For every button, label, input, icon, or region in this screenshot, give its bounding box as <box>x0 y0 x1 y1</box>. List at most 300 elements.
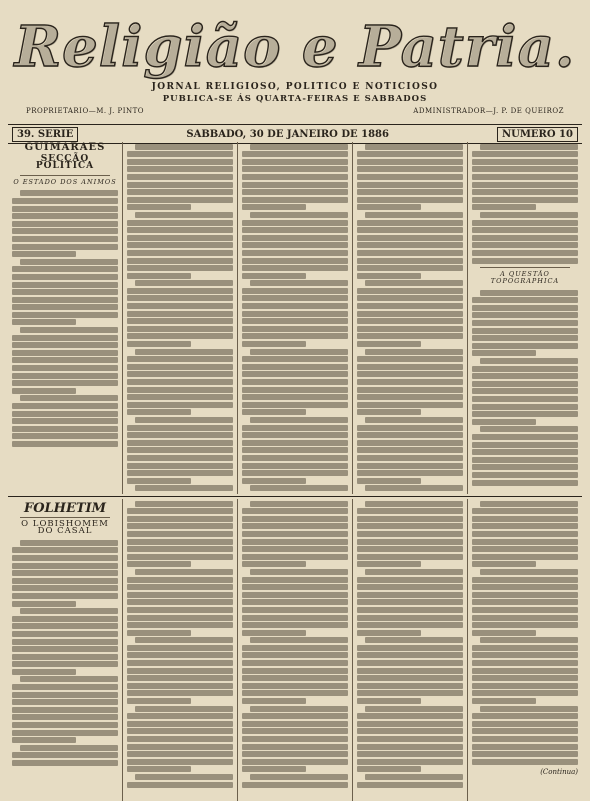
text-line <box>127 675 233 681</box>
text-line <box>472 592 578 598</box>
text-line <box>135 144 233 150</box>
text-line <box>357 341 421 347</box>
text-line <box>472 182 578 188</box>
text-line <box>472 258 578 264</box>
text-line <box>357 728 463 734</box>
text-line <box>12 335 118 341</box>
text-line <box>480 426 578 432</box>
text-line <box>127 463 233 469</box>
text-line <box>127 782 233 788</box>
text-line <box>242 744 348 750</box>
text-line <box>127 721 233 727</box>
text-line <box>250 774 348 780</box>
text-line <box>357 295 463 301</box>
text-line <box>135 485 233 491</box>
text-line <box>242 235 348 241</box>
text-line <box>127 698 191 704</box>
text-line <box>242 660 348 666</box>
text-line <box>127 523 233 529</box>
text-line <box>480 212 578 218</box>
text-line <box>480 637 578 643</box>
text-line <box>357 425 463 431</box>
text-line <box>472 335 578 341</box>
text-line <box>12 221 118 227</box>
text-line <box>242 311 348 317</box>
text-line <box>20 745 118 751</box>
text-line <box>242 258 348 264</box>
text-line <box>357 736 463 742</box>
text-line <box>12 570 118 576</box>
text-line <box>357 759 463 765</box>
text-line <box>12 365 118 371</box>
text-line <box>12 684 118 690</box>
top-columns <box>8 142 582 494</box>
text-line <box>472 615 578 621</box>
text-line <box>12 669 76 675</box>
text-line <box>472 197 578 203</box>
text-line <box>242 577 348 583</box>
text-line <box>242 607 348 613</box>
section-rule <box>20 175 110 176</box>
text-line <box>12 578 118 584</box>
text-line <box>357 546 463 552</box>
text-line <box>357 516 463 522</box>
text-line <box>127 599 233 605</box>
text-line <box>472 220 578 226</box>
text-line <box>127 683 233 689</box>
text-line <box>127 242 233 248</box>
text-line <box>242 615 348 621</box>
text-line <box>357 311 463 317</box>
text-line <box>357 326 463 332</box>
text-line <box>357 660 463 666</box>
text-line <box>12 373 118 379</box>
text-line <box>472 343 578 349</box>
text-line <box>250 569 348 575</box>
text-line <box>127 766 191 772</box>
newspaper-subtitle: JORNAL RELIGIOSO, POLITICO E NOTICIOSO <box>151 82 439 92</box>
text-line <box>127 182 233 188</box>
text-line <box>135 637 233 643</box>
text-line <box>472 668 578 674</box>
text-line <box>472 373 578 379</box>
text-line <box>127 265 233 271</box>
text-line <box>12 274 118 280</box>
text-line <box>127 592 233 598</box>
folhetim-column-3 <box>237 499 352 801</box>
text-line <box>127 333 233 339</box>
continua-note: (Continua) <box>540 767 578 776</box>
text-line <box>472 166 578 172</box>
text-line <box>357 151 463 157</box>
text-line <box>12 282 118 288</box>
text-line <box>242 539 348 545</box>
text-line <box>242 182 348 188</box>
text-line <box>135 569 233 575</box>
text-line <box>242 189 348 195</box>
text-line <box>242 379 348 385</box>
text-line <box>357 235 463 241</box>
text-line <box>472 204 536 210</box>
text-line <box>242 645 348 651</box>
text-line <box>242 166 348 172</box>
text-line <box>242 204 306 210</box>
text-line <box>242 751 348 757</box>
text-line <box>357 356 463 362</box>
text-line <box>12 342 118 348</box>
text-line <box>20 395 118 401</box>
text-line <box>357 584 463 590</box>
text-line <box>127 713 233 719</box>
text-line <box>242 174 348 180</box>
text-line <box>357 402 463 408</box>
text-line <box>357 220 463 226</box>
text-line <box>127 311 233 317</box>
text-line <box>472 297 578 303</box>
text-line <box>357 698 421 704</box>
text-line <box>242 197 348 203</box>
text-line <box>242 531 348 537</box>
text-line <box>250 501 348 507</box>
text-line <box>127 189 233 195</box>
text-line <box>365 485 463 491</box>
text-line <box>357 683 463 689</box>
text-line <box>127 371 233 377</box>
text-line <box>127 387 233 393</box>
section-politica: SECÇÃO POLITICA <box>35 153 95 172</box>
article-heading: O ESTADO DOS ANIMOS <box>13 177 117 186</box>
article-text <box>127 144 233 492</box>
text-line <box>250 706 348 712</box>
text-line <box>357 364 463 370</box>
text-line <box>127 364 233 370</box>
text-line <box>242 227 348 233</box>
text-line <box>242 273 306 279</box>
text-line <box>242 599 348 605</box>
text-line <box>242 668 348 674</box>
text-line <box>472 235 578 241</box>
text-line <box>472 250 578 256</box>
text-line <box>135 501 233 507</box>
text-line <box>365 501 463 507</box>
text-line <box>20 608 118 614</box>
text-line <box>12 244 118 250</box>
text-line <box>242 516 348 522</box>
text-line <box>365 706 463 712</box>
text-line <box>20 190 118 196</box>
text-line <box>127 531 233 537</box>
text-line <box>242 151 348 157</box>
text-line <box>357 463 463 469</box>
text-line <box>357 751 463 757</box>
text-line <box>127 151 233 157</box>
text-line <box>127 197 233 203</box>
text-line <box>242 159 348 165</box>
text-line <box>12 616 118 622</box>
text-line <box>472 607 578 613</box>
text-line <box>472 328 578 334</box>
text-line <box>127 258 233 264</box>
text-line <box>12 206 118 212</box>
text-line <box>127 379 233 385</box>
text-line <box>242 220 348 226</box>
text-line <box>250 637 348 643</box>
text-line <box>472 546 578 552</box>
text-line <box>242 523 348 529</box>
newspaper-title: Religião e Patria. <box>14 14 576 80</box>
text-line <box>127 584 233 590</box>
text-line <box>472 539 578 545</box>
text-line <box>127 440 233 446</box>
text-line <box>242 766 306 772</box>
text-line <box>472 508 578 514</box>
text-line <box>472 721 578 727</box>
text-line <box>472 366 578 372</box>
text-line <box>357 592 463 598</box>
text-line <box>472 577 578 583</box>
text-line <box>127 516 233 522</box>
text-line <box>12 198 118 204</box>
text-line <box>480 569 578 575</box>
text-line <box>135 417 233 423</box>
text-line <box>365 774 463 780</box>
text-line <box>357 782 463 788</box>
text-line <box>357 204 421 210</box>
article-text <box>242 501 348 788</box>
text-line <box>12 304 118 310</box>
folhetim-title: O LOBISHOMEM DO CASAL <box>21 518 109 537</box>
text-line <box>357 470 463 476</box>
text-line <box>12 639 118 645</box>
text-line <box>357 242 463 248</box>
text-line <box>365 417 463 423</box>
text-line <box>12 380 118 386</box>
text-line <box>357 303 463 309</box>
text-line <box>20 259 118 265</box>
text-line <box>12 441 118 447</box>
text-line <box>127 204 191 210</box>
text-line <box>127 690 233 696</box>
text-line <box>127 508 233 514</box>
text-line <box>242 447 348 453</box>
text-line <box>127 622 233 628</box>
text-line <box>127 273 191 279</box>
issue-number: NUMERO 10 <box>497 127 578 142</box>
text-line <box>357 561 421 567</box>
text-line <box>127 318 233 324</box>
text-line <box>357 478 421 484</box>
text-line <box>480 290 578 296</box>
text-line <box>357 531 463 537</box>
text-line <box>127 288 233 294</box>
article-heading-topographica: A QUESTÃO TOPOGRAPHICA <box>490 269 560 286</box>
text-line <box>357 174 463 180</box>
text-line <box>12 730 118 736</box>
text-line <box>242 728 348 734</box>
text-line <box>242 690 348 696</box>
text-line <box>357 394 463 400</box>
text-line <box>12 426 118 432</box>
text-line <box>135 774 233 780</box>
text-line <box>127 250 233 256</box>
text-line <box>472 381 578 387</box>
text-line <box>472 174 578 180</box>
text-line <box>242 326 348 332</box>
text-line <box>357 447 463 453</box>
folhetim-column-1 <box>8 499 122 801</box>
text-line <box>472 227 578 233</box>
text-line <box>135 349 233 355</box>
text-line <box>242 630 306 636</box>
text-line <box>12 228 118 234</box>
text-line <box>357 539 463 545</box>
text-line <box>472 630 536 636</box>
text-line <box>127 174 233 180</box>
section-rule <box>480 267 570 268</box>
text-line <box>12 631 118 637</box>
text-line <box>472 675 578 681</box>
text-line <box>12 654 118 660</box>
text-line <box>472 312 578 318</box>
text-line <box>357 622 463 628</box>
text-line <box>242 584 348 590</box>
text-line <box>127 303 233 309</box>
text-line <box>242 288 348 294</box>
text-line <box>357 409 421 415</box>
text-line <box>472 151 578 157</box>
text-line <box>12 623 118 629</box>
text-line <box>127 341 191 347</box>
text-line <box>127 744 233 750</box>
text-line <box>127 630 191 636</box>
text-line <box>127 220 233 226</box>
text-line <box>127 235 233 241</box>
text-line <box>357 675 463 681</box>
publication-schedule: PUBLICA-SE ÁS QUARTA-FEIRAS E SABBADOS <box>162 94 428 104</box>
text-line <box>242 425 348 431</box>
text-line <box>357 744 463 750</box>
text-line <box>242 250 348 256</box>
text-line <box>127 751 233 757</box>
staff-line <box>26 107 564 115</box>
text-line <box>12 319 76 325</box>
text-line <box>472 434 578 440</box>
text-line <box>357 766 421 772</box>
article-text <box>472 290 578 486</box>
folhetim-divider <box>8 496 582 497</box>
text-line <box>472 404 578 410</box>
text-line <box>127 326 233 332</box>
text-line <box>242 265 348 271</box>
text-line <box>127 577 233 583</box>
text-line <box>472 388 578 394</box>
text-line <box>12 699 118 705</box>
text-line <box>12 555 118 561</box>
text-line <box>20 327 118 333</box>
text-line <box>472 457 578 463</box>
text-line <box>20 676 118 682</box>
text-line <box>12 411 118 417</box>
text-line <box>12 752 118 758</box>
text-line <box>12 251 76 257</box>
text-line <box>12 388 76 394</box>
text-line <box>365 349 463 355</box>
text-line <box>127 447 233 453</box>
text-line <box>12 418 118 424</box>
text-line <box>357 159 463 165</box>
text-line <box>242 318 348 324</box>
text-line <box>357 668 463 674</box>
text-line <box>480 706 578 712</box>
text-line <box>472 728 578 734</box>
text-line <box>250 349 348 355</box>
text-line <box>127 645 233 651</box>
text-line <box>127 432 233 438</box>
text-line <box>480 144 578 150</box>
text-line <box>12 213 118 219</box>
column-1 <box>8 142 122 494</box>
text-line <box>242 592 348 598</box>
text-line <box>472 622 578 628</box>
text-line <box>250 485 348 491</box>
text-line <box>357 318 463 324</box>
text-line <box>242 364 348 370</box>
text-line <box>242 554 348 560</box>
text-line <box>242 387 348 393</box>
text-line <box>242 409 306 415</box>
text-line <box>12 692 118 698</box>
text-line <box>357 182 463 188</box>
text-line <box>357 273 421 279</box>
text-line <box>472 464 578 470</box>
text-line <box>250 212 348 218</box>
text-line <box>127 470 233 476</box>
text-line <box>242 440 348 446</box>
text-line <box>480 358 578 364</box>
text-line <box>357 577 463 583</box>
text-line <box>357 166 463 172</box>
text-line <box>472 531 578 537</box>
text-line <box>472 713 578 719</box>
text-line <box>357 630 421 636</box>
text-line <box>242 394 348 400</box>
text-line <box>357 645 463 651</box>
text-line <box>242 242 348 248</box>
text-line <box>242 356 348 362</box>
text-line <box>365 280 463 286</box>
text-line <box>472 350 536 356</box>
text-line <box>135 280 233 286</box>
text-line <box>127 660 233 666</box>
text-line <box>242 561 306 567</box>
text-line <box>127 166 233 172</box>
text-line <box>242 470 348 476</box>
text-line <box>357 713 463 719</box>
article-text <box>242 144 348 492</box>
text-line <box>357 554 463 560</box>
text-line <box>127 295 233 301</box>
text-line <box>480 501 578 507</box>
text-line <box>357 508 463 514</box>
text-line <box>12 403 118 409</box>
article-text <box>472 501 578 765</box>
text-line <box>357 189 463 195</box>
text-line <box>12 433 118 439</box>
text-line <box>357 379 463 385</box>
text-line <box>12 236 118 242</box>
text-line <box>357 615 463 621</box>
text-line <box>127 227 233 233</box>
